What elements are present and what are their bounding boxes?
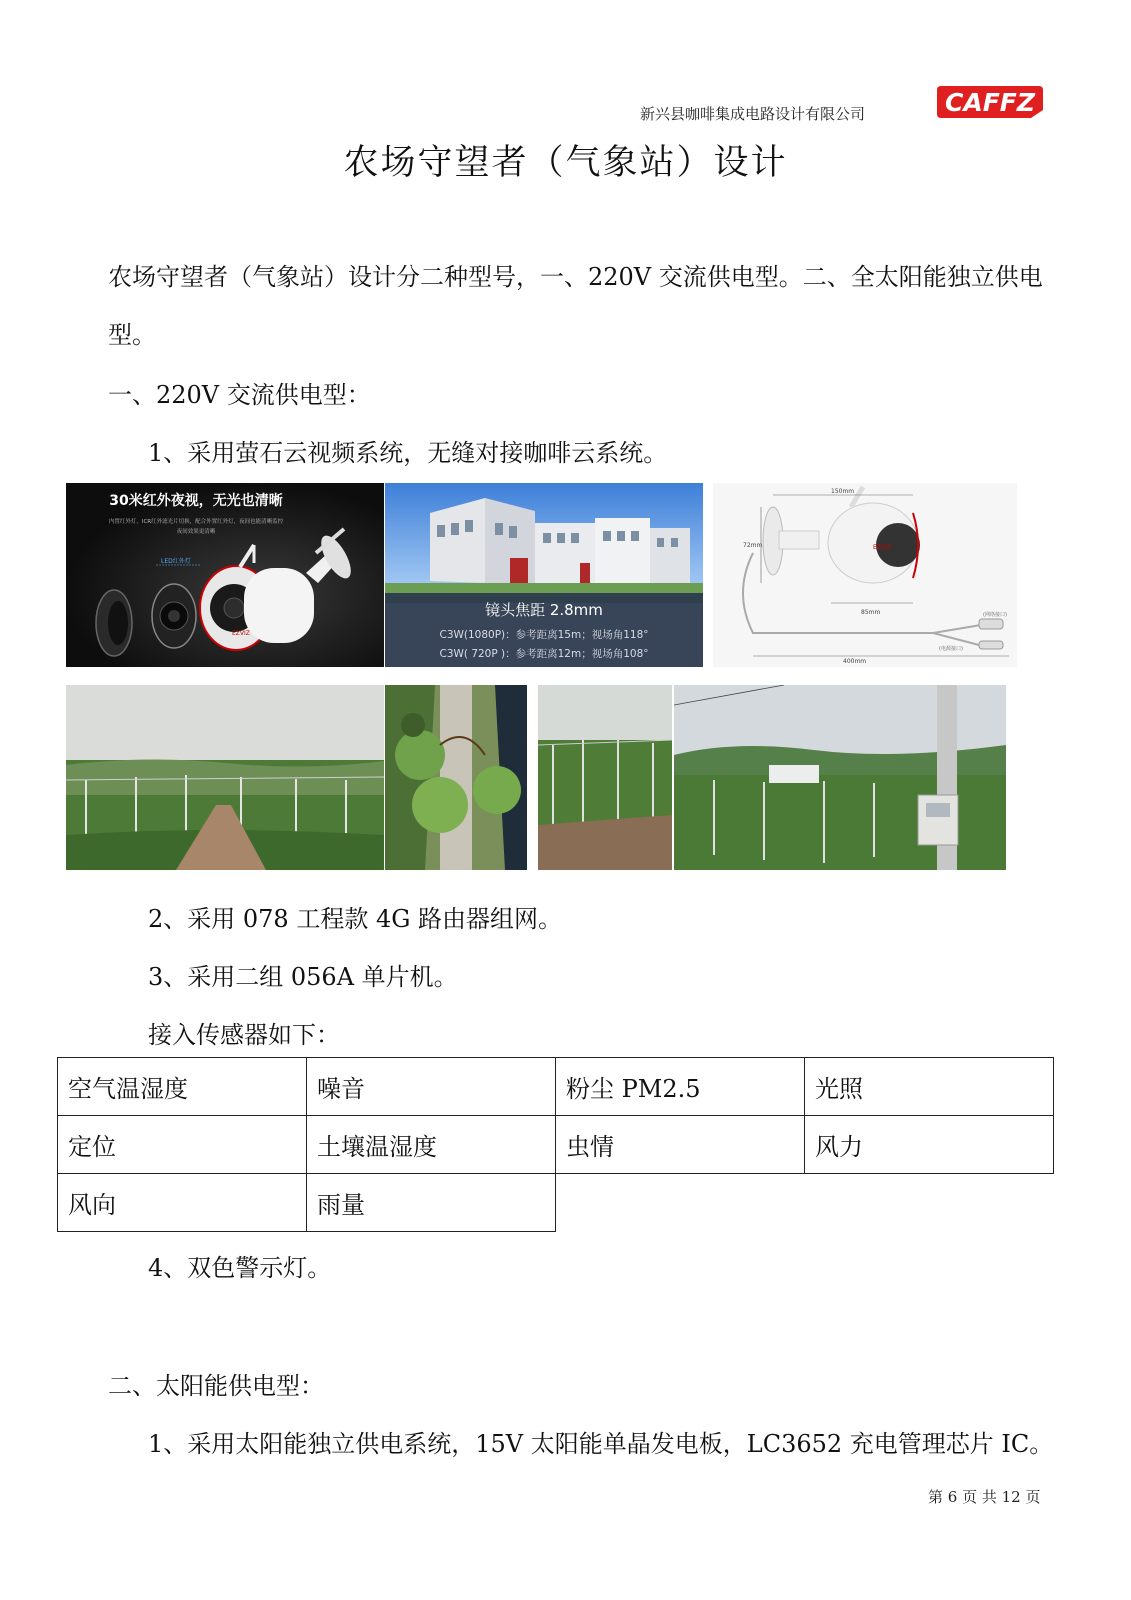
table-cell-empty: [805, 1174, 1054, 1232]
section1-item1: 1、采用萤石云视频系统，无缝对接咖啡云系统。: [148, 439, 668, 467]
table-cell: 风力: [805, 1116, 1054, 1174]
img1-cam-brand: EZVIZ: [232, 630, 250, 637]
orchard-photo-1: [66, 685, 384, 870]
page-title: 农场守望者（气象站）设计: [343, 143, 788, 183]
section2-item1: 1、采用太阳能独立供电系统，15V 太阳能单晶发电板，LC3652 充电管理芯片 IC。: [148, 1430, 1054, 1458]
section1-heading: 一、220V 交流供电型：: [108, 381, 371, 409]
weather-station-photo: [674, 685, 1006, 870]
page-footer: 第 6 页 共 12 页: [928, 1488, 1041, 1506]
img3-dim-bottom: 85mm: [861, 609, 881, 616]
section2-heading: 二、太阳能供电型：: [108, 1372, 324, 1400]
table-row: [58, 1058, 1054, 1116]
section1-item2: 2、采用 078 工程款 4G 路由器组网。: [148, 905, 563, 933]
img3-cam-brand: EZVIZ: [873, 544, 891, 551]
img1-line1: 内置红外灯，ICR红外滤光片切换，配合外置红外灯，夜间也能清晰监控: [108, 519, 284, 525]
night-vision-camera-image: [66, 483, 384, 667]
caffz-logo: [935, 84, 1045, 120]
logo-text: CAFFZ: [945, 88, 1035, 117]
table-cell: 土壤温湿度: [307, 1116, 556, 1174]
img1-callout: LED红外灯: [161, 558, 191, 565]
img2-row2: C3W( 720P )：参考距离12m；视场角108°: [439, 648, 649, 660]
img3-label2: (电源接口): [939, 646, 963, 652]
orchard-photo-2: [538, 685, 672, 870]
section1-item4: 4、双色警示灯。: [148, 1254, 332, 1282]
img3-dim-cable: 400mm: [843, 658, 867, 665]
img3-dim-top: 150mm: [831, 488, 855, 495]
table-cell: 雨量: [307, 1174, 556, 1232]
table-cell: 定位: [58, 1116, 307, 1174]
img1-headline: 30米红外夜视，无光也清晰: [109, 493, 283, 509]
camera-dimension-image: [713, 483, 1017, 667]
img2-caption: 镜头焦距 2.8mm: [485, 601, 603, 619]
table-cell: 光照: [805, 1058, 1054, 1116]
table-cell: 风向: [58, 1174, 307, 1232]
intro-paragraph: 农场守望者（气象站）设计分二种型号，一、220V 交流供电型。二、全太阳能独立供电型。: [108, 263, 1043, 349]
table-cell: 噪音: [307, 1058, 556, 1116]
table-cell: 空气温湿度: [58, 1058, 307, 1116]
factory-building-image: [385, 483, 703, 667]
section1-item3: 3、采用二组 056A 单片机。: [148, 963, 458, 991]
table-row: [58, 1116, 1054, 1174]
table-cell-empty: [556, 1174, 805, 1232]
img3-dim-left: 72mm: [743, 542, 763, 549]
table-row: [58, 1174, 1054, 1232]
passion-fruit-photo: [385, 685, 527, 870]
company-name: 新兴县咖啡集成电路设计有限公司: [640, 105, 866, 123]
img2-row1: C3W(1080P)：参考距离15m；视场角118°: [439, 629, 649, 641]
img1-line2: 夜间效果更清晰: [176, 529, 216, 535]
table-cell: 虫情: [556, 1116, 805, 1174]
sensors-intro: 接入传感器如下：: [148, 1021, 340, 1049]
table-cell: 粉尘 PM2.5: [556, 1058, 805, 1116]
img3-label1: (网络接口): [983, 612, 1007, 618]
sensor-table: [57, 1057, 1054, 1232]
